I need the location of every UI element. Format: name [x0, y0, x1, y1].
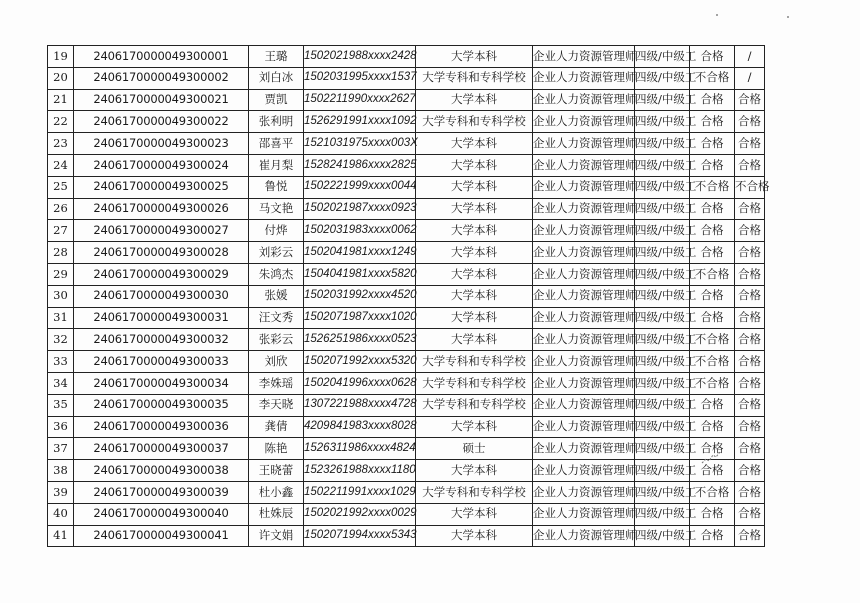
education-level-cell: 大学本科: [416, 89, 533, 111]
id-card-number-cell: 1523261988xxxx1180: [304, 460, 416, 482]
candidate-name-cell: 鲁悦: [249, 176, 304, 198]
education-level-cell: 大学本科: [416, 133, 533, 155]
row-index-cell: 34: [48, 372, 74, 394]
result-theory-cell: 合格: [690, 438, 735, 460]
candidate-name-cell: 崔月梨: [249, 154, 304, 176]
education-level-cell: 大学专科和专科学校: [416, 481, 533, 503]
table-row: [48, 307, 765, 329]
id-card-number-cell: 1502021987xxxx0923: [304, 198, 416, 220]
table-row: [48, 525, 765, 547]
ticket-number-cell: 2406170000049300001: [74, 46, 249, 68]
row-index-cell: 20: [48, 67, 74, 89]
result-practical-cell: 合格: [735, 351, 765, 373]
result-theory-cell: 合格: [690, 285, 735, 307]
occupation-cell: 企业人力资源管理师: [533, 220, 635, 242]
id-card-number-cell: 1502021992xxxx0029: [304, 503, 416, 525]
occupation-cell: 企业人力资源管理师: [533, 394, 635, 416]
ticket-number-cell: 2406170000049300041: [74, 525, 249, 547]
id-card-number-cell: 1307221988xxxx4728: [304, 394, 416, 416]
ticket-number-cell: 2406170000049300028: [74, 242, 249, 264]
candidate-name-cell: 王璐: [249, 46, 304, 68]
table-row: [48, 329, 765, 351]
education-level-cell: 大学专科和专科学校: [416, 372, 533, 394]
ticket-number-cell: 2406170000049300038: [74, 460, 249, 482]
table-row: [48, 220, 765, 242]
id-card-number-cell: 1502041996xxxx0628: [304, 372, 416, 394]
ticket-number-cell: 2406170000049300022: [74, 111, 249, 133]
row-index-cell: 23: [48, 133, 74, 155]
result-practical-cell: 合格: [735, 525, 765, 547]
result-theory-cell: 合格: [690, 242, 735, 264]
row-index-cell: 35: [48, 394, 74, 416]
ticket-number-cell: 2406170000049300033: [74, 351, 249, 373]
ticket-number-cell: 2406170000049300032: [74, 329, 249, 351]
id-card-number-cell: 1502211991xxxx1029: [304, 481, 416, 503]
result-practical-cell: /: [735, 67, 765, 89]
skill-level-cell: 四级/中级工: [635, 394, 690, 416]
education-level-cell: 大学本科: [416, 154, 533, 176]
occupation-cell: 企业人力资源管理师: [533, 460, 635, 482]
id-card-number-cell: 1502211990xxxx2627: [304, 89, 416, 111]
table-row: [48, 67, 765, 89]
result-practical-cell: 合格: [735, 89, 765, 111]
occupation-cell: 企业人力资源管理师: [533, 307, 635, 329]
result-theory-cell: 不合格: [690, 67, 735, 89]
candidate-name-cell: 贾凯: [249, 89, 304, 111]
row-index-cell: 31: [48, 307, 74, 329]
id-card-number-cell: 1502021988xxxx2428: [304, 46, 416, 68]
row-index-cell: 24: [48, 154, 74, 176]
skill-level-cell: 四级/中级工: [635, 111, 690, 133]
education-level-cell: 大学本科: [416, 460, 533, 482]
candidate-name-cell: 张媛: [249, 285, 304, 307]
id-card-number-cell: 1502221999xxxx0044: [304, 176, 416, 198]
education-level-cell: 大学本科: [416, 198, 533, 220]
candidate-name-cell: 杜姝辰: [249, 503, 304, 525]
table-row: [48, 133, 765, 155]
occupation-cell: 企业人力资源管理师: [533, 416, 635, 438]
skill-level-cell: 四级/中级工: [635, 285, 690, 307]
candidate-name-cell: 朱鸿杰: [249, 263, 304, 285]
skill-level-cell: 四级/中级工: [635, 89, 690, 111]
result-practical-cell: 不合格: [735, 176, 765, 198]
id-card-number-cell: 1502031983xxxx0062: [304, 220, 416, 242]
result-practical-cell: 合格: [735, 154, 765, 176]
result-theory-cell: 合格: [690, 111, 735, 133]
result-theory-cell: 合格: [690, 503, 735, 525]
skill-level-cell: 四级/中级工: [635, 351, 690, 373]
ticket-number-cell: 2406170000049300002: [74, 67, 249, 89]
education-level-cell: 大学本科: [416, 503, 533, 525]
result-practical-cell: 合格: [735, 503, 765, 525]
row-index-cell: 29: [48, 263, 74, 285]
skill-level-cell: 四级/中级工: [635, 133, 690, 155]
row-index-cell: 38: [48, 460, 74, 482]
result-practical-cell: 合格: [735, 307, 765, 329]
row-index-cell: 30: [48, 285, 74, 307]
result-practical-cell: 合格: [735, 438, 765, 460]
education-level-cell: 大学本科: [416, 285, 533, 307]
education-level-cell: 大学本科: [416, 329, 533, 351]
result-practical-cell: 合格: [735, 460, 765, 482]
ticket-number-cell: 2406170000049300035: [74, 394, 249, 416]
result-theory-cell: 不合格: [690, 329, 735, 351]
result-theory-cell: 不合格: [690, 372, 735, 394]
result-practical-cell: 合格: [735, 263, 765, 285]
table-row: [48, 285, 765, 307]
row-index-cell: 41: [48, 525, 74, 547]
ticket-number-cell: 2406170000049300037: [74, 438, 249, 460]
result-theory-cell: 合格: [690, 89, 735, 111]
candidate-name-cell: 汪文秀: [249, 307, 304, 329]
id-card-number-cell: 4209841983xxxx8028: [304, 416, 416, 438]
occupation-cell: 企业人力资源管理师: [533, 67, 635, 89]
skill-level-cell: 四级/中级工: [635, 176, 690, 198]
candidate-name-cell: 王晓蕾: [249, 460, 304, 482]
candidate-name-cell: 邵喜平: [249, 133, 304, 155]
candidate-name-cell: 付烨: [249, 220, 304, 242]
education-level-cell: 硕士: [416, 438, 533, 460]
candidate-name-cell: 刘白冰: [249, 67, 304, 89]
table-row: [48, 394, 765, 416]
table-row: [48, 481, 765, 503]
result-theory-cell: 合格: [690, 154, 735, 176]
row-index-cell: 26: [48, 198, 74, 220]
result-theory-cell: 合格: [690, 133, 735, 155]
table-row: [48, 460, 765, 482]
ticket-number-cell: 2406170000049300029: [74, 263, 249, 285]
ticket-number-cell: 2406170000049300026: [74, 198, 249, 220]
occupation-cell: 企业人力资源管理师: [533, 503, 635, 525]
table-row: [48, 416, 765, 438]
education-level-cell: 大学专科和专科学校: [416, 67, 533, 89]
ink-mark: [700, 447, 722, 469]
education-level-cell: 大学专科和专科学校: [416, 111, 533, 133]
table-row: [48, 154, 765, 176]
candidate-name-cell: 刘欣: [249, 351, 304, 373]
skill-level-cell: 四级/中级工: [635, 307, 690, 329]
candidate-name-cell: 许文娟: [249, 525, 304, 547]
result-theory-cell: 不合格: [690, 263, 735, 285]
ticket-number-cell: 2406170000049300023: [74, 133, 249, 155]
candidate-name-cell: 张利明: [249, 111, 304, 133]
table-row: [48, 351, 765, 373]
skill-level-cell: 四级/中级工: [635, 460, 690, 482]
skill-level-cell: 四级/中级工: [635, 503, 690, 525]
skill-level-cell: 四级/中级工: [635, 329, 690, 351]
row-index-cell: 25: [48, 176, 74, 198]
education-level-cell: 大学本科: [416, 263, 533, 285]
result-practical-cell: 合格: [735, 394, 765, 416]
row-index-cell: 22: [48, 111, 74, 133]
id-card-number-cell: 1528241986xxxx2825: [304, 154, 416, 176]
ticket-number-cell: 2406170000049300040: [74, 503, 249, 525]
occupation-cell: 企业人力资源管理师: [533, 89, 635, 111]
table-row: [48, 111, 765, 133]
education-level-cell: 大学本科: [416, 242, 533, 264]
id-card-number-cell: 1502071987xxxx1020: [304, 307, 416, 329]
occupation-cell: 企业人力资源管理师: [533, 242, 635, 264]
occupation-cell: 企业人力资源管理师: [533, 176, 635, 198]
occupation-cell: 企业人力资源管理师: [533, 111, 635, 133]
id-card-number-cell: 1504041981xxxx5820: [304, 263, 416, 285]
candidate-name-cell: 陈艳: [249, 438, 304, 460]
occupation-cell: 企业人力资源管理师: [533, 133, 635, 155]
row-index-cell: 40: [48, 503, 74, 525]
table-body: [48, 46, 770, 547]
candidate-name-cell: 杜小鑫: [249, 481, 304, 503]
ticket-number-cell: 2406170000049300036: [74, 416, 249, 438]
result-theory-cell: 不合格: [690, 351, 735, 373]
result-practical-cell: 合格: [735, 416, 765, 438]
result-theory-cell: 不合格: [690, 176, 735, 198]
candidate-name-cell: 李天晓: [249, 394, 304, 416]
row-index-cell: 37: [48, 438, 74, 460]
result-practical-cell: 合格: [735, 372, 765, 394]
occupation-cell: 企业人力资源管理师: [533, 481, 635, 503]
candidate-name-cell: 张彩云: [249, 329, 304, 351]
ticket-number-cell: 2406170000049300025: [74, 176, 249, 198]
result-theory-cell: 合格: [690, 525, 735, 547]
result-practical-cell: 合格: [735, 329, 765, 351]
table-row: [48, 198, 765, 220]
result-practical-cell: 合格: [735, 242, 765, 264]
candidate-name-cell: 马文艳: [249, 198, 304, 220]
table-row: [48, 263, 765, 285]
skill-level-cell: 四级/中级工: [635, 46, 690, 68]
table-row: [48, 372, 765, 394]
id-card-number-cell: 1502031995xxxx1537: [304, 67, 416, 89]
id-card-number-cell: 1521031975xxxx003X: [304, 133, 416, 155]
row-index-cell: 36: [48, 416, 74, 438]
table-row: [48, 46, 765, 68]
result-theory-cell: 合格: [690, 220, 735, 242]
result-theory-cell: 合格: [690, 198, 735, 220]
exam-results-table: [47, 45, 770, 547]
occupation-cell: 企业人力资源管理师: [533, 285, 635, 307]
ticket-number-cell: 2406170000049300030: [74, 285, 249, 307]
scan-speck: [716, 14, 718, 16]
row-index-cell: 39: [48, 481, 74, 503]
result-practical-cell: 合格: [735, 220, 765, 242]
result-practical-cell: 合格: [735, 111, 765, 133]
skill-level-cell: 四级/中级工: [635, 481, 690, 503]
candidate-name-cell: 龚倩: [249, 416, 304, 438]
result-practical-cell: 合格: [735, 198, 765, 220]
occupation-cell: 企业人力资源管理师: [533, 525, 635, 547]
occupation-cell: 企业人力资源管理师: [533, 329, 635, 351]
id-card-number-cell: 1526311986xxxx4824: [304, 438, 416, 460]
occupation-cell: 企业人力资源管理师: [533, 372, 635, 394]
result-practical-cell: 合格: [735, 133, 765, 155]
skill-level-cell: 四级/中级工: [635, 416, 690, 438]
row-index-cell: 19: [48, 46, 74, 68]
education-level-cell: 大学本科: [416, 525, 533, 547]
id-card-number-cell: 1502031992xxxx4520: [304, 285, 416, 307]
education-level-cell: 大学本科: [416, 220, 533, 242]
ticket-number-cell: 2406170000049300034: [74, 372, 249, 394]
table-row: [48, 242, 765, 264]
education-level-cell: 大学本科: [416, 176, 533, 198]
result-practical-cell: 合格: [735, 285, 765, 307]
result-theory-cell: 合格: [690, 307, 735, 329]
id-card-number-cell: 1526291991xxxx1092: [304, 111, 416, 133]
education-level-cell: 大学本科: [416, 416, 533, 438]
id-card-number-cell: 1502071994xxxx5343: [304, 525, 416, 547]
row-index-cell: 21: [48, 89, 74, 111]
id-card-number-cell: 1502071992xxxx5320: [304, 351, 416, 373]
row-index-cell: 33: [48, 351, 74, 373]
row-index-cell: 27: [48, 220, 74, 242]
scan-speck: [787, 16, 789, 18]
skill-level-cell: 四级/中级工: [635, 198, 690, 220]
row-index-cell: 32: [48, 329, 74, 351]
row-index-cell: 28: [48, 242, 74, 264]
table-row: [48, 503, 765, 525]
skill-level-cell: 四级/中级工: [635, 154, 690, 176]
skill-level-cell: 四级/中级工: [635, 242, 690, 264]
occupation-cell: 企业人力资源管理师: [533, 46, 635, 68]
education-level-cell: 大学本科: [416, 307, 533, 329]
id-card-number-cell: 1502041981xxxx1249: [304, 242, 416, 264]
ticket-number-cell: 2406170000049300031: [74, 307, 249, 329]
result-practical-cell: 合格: [735, 481, 765, 503]
candidate-name-cell: 李姝瑶: [249, 372, 304, 394]
result-practical-cell: /: [735, 46, 765, 68]
result-theory-cell: 合格: [690, 460, 735, 482]
education-level-cell: 大学专科和专科学校: [416, 394, 533, 416]
skill-level-cell: 四级/中级工: [635, 438, 690, 460]
skill-level-cell: 四级/中级工: [635, 220, 690, 242]
table-row: [48, 438, 765, 460]
education-level-cell: 大学专科和专科学校: [416, 351, 533, 373]
occupation-cell: 企业人力资源管理师: [533, 198, 635, 220]
result-theory-cell: 合格: [690, 46, 735, 68]
table-row: [48, 89, 765, 111]
result-theory-cell: 合格: [690, 416, 735, 438]
occupation-cell: 企业人力资源管理师: [533, 351, 635, 373]
ticket-number-cell: 2406170000049300024: [74, 154, 249, 176]
occupation-cell: 企业人力资源管理师: [533, 263, 635, 285]
result-theory-cell: 合格: [690, 394, 735, 416]
education-level-cell: 大学本科: [416, 46, 533, 68]
occupation-cell: 企业人力资源管理师: [533, 438, 635, 460]
ticket-number-cell: 2406170000049300039: [74, 481, 249, 503]
ticket-number-cell: 2406170000049300021: [74, 89, 249, 111]
occupation-cell: 企业人力资源管理师: [533, 154, 635, 176]
skill-level-cell: 四级/中级工: [635, 372, 690, 394]
id-card-number-cell: 1526251986xxxx0523: [304, 329, 416, 351]
candidate-name-cell: 刘彩云: [249, 242, 304, 264]
skill-level-cell: 四级/中级工: [635, 525, 690, 547]
ticket-number-cell: 2406170000049300027: [74, 220, 249, 242]
result-theory-cell: 不合格: [690, 481, 735, 503]
skill-level-cell: 四级/中级工: [635, 67, 690, 89]
table-row: [48, 176, 765, 198]
skill-level-cell: 四级/中级工: [635, 263, 690, 285]
